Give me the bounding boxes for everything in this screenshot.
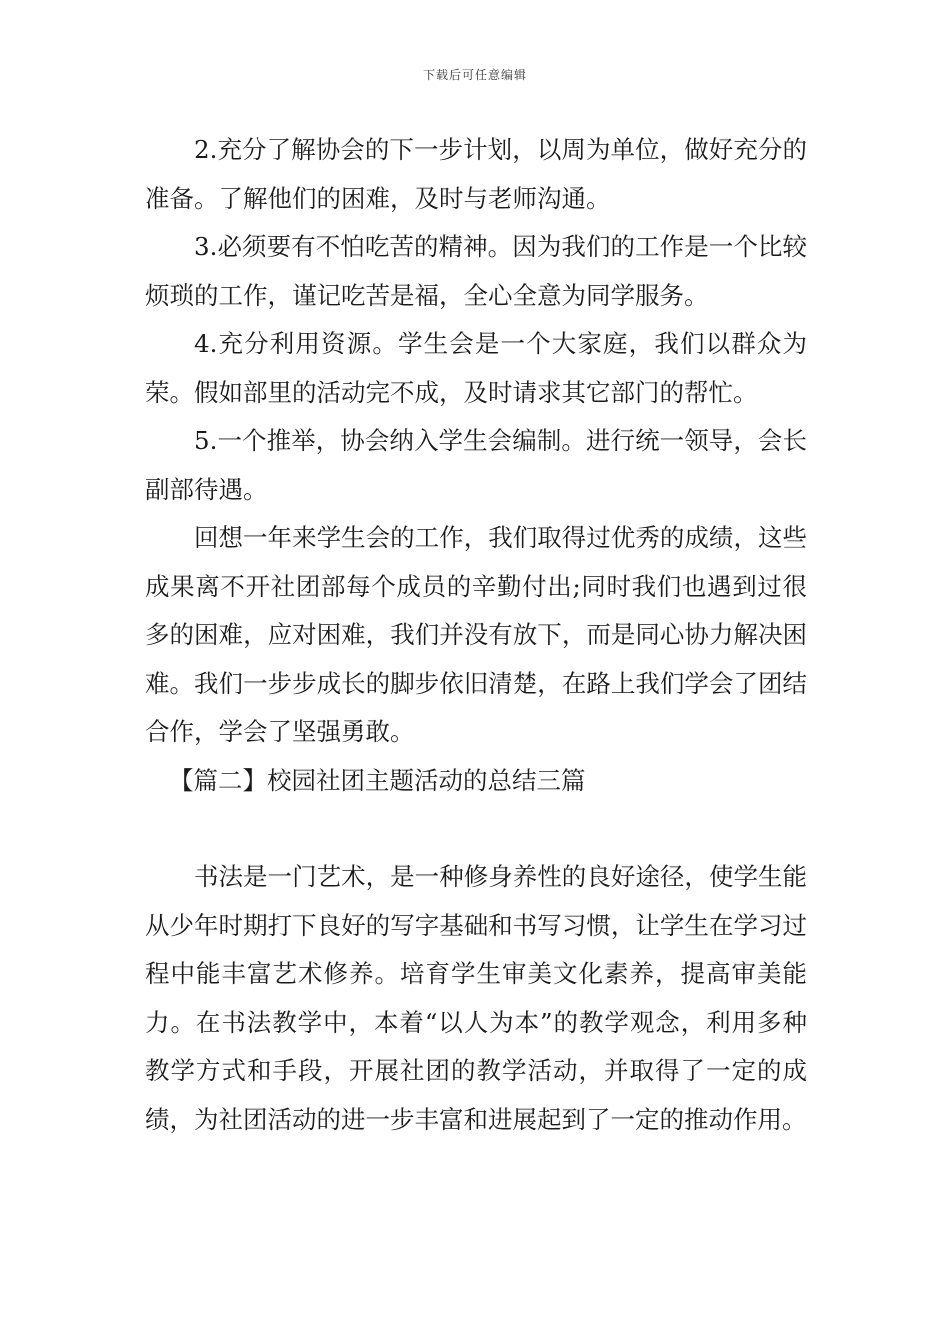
document-body bbox=[145, 126, 807, 1144]
paragraph-calligraphy: 书法是一门艺术，是一种修身养性的良好途径，使学生能从少年时期打下良好的写字基础和书写习惯，让学生在学习过程中能丰富艺术修养。培育学生审美文化素养，提高审美能力。在书法教学中，本着“以人为本”的教学观念，利用多种教学方式和手段，开展社团的教学活动，并取得了一定的成绩，为社团活动的进一步丰富和进展起到了一定的推动作用。 bbox=[145, 862, 807, 1134]
section-title: 【篇二】校园社团主题活动的总结三篇 bbox=[169, 765, 586, 795]
paragraph-item-4: 4.充分利用资源。学生会是一个大家庭，我们以群众为荣。假如部里的活动完不成，及时请求其它部门的帮忙。 bbox=[145, 329, 807, 407]
blank-line bbox=[145, 805, 807, 853]
header-note: 下载后可任意编辑 bbox=[422, 68, 527, 82]
paragraph-item-2: 2.充分了解协会的下一步计划，以周为单位，做好充分的准备。了解他们的困难，及时与老师沟通。 bbox=[145, 135, 807, 213]
paragraph-item-3: 3.必须要有不怕吃苦的精神。因为我们的工作是一个比较烦琐的工作，谨记吃苦是福，全心全意为同学服务。 bbox=[145, 232, 807, 310]
paragraph-reflection: 回想一年来学生会的工作，我们取得过优秀的成绩，这些成果离不开社团部每个成员的辛勤付出;同时我们也遇到过很多的困难，应对困难，我们并没有放下，而是同心协力解决困难。我们一步步成长的脚步依旧清楚，在路上我们学会了团结合作，学会了坚强勇敢。 bbox=[145, 523, 807, 746]
paragraph-item-5: 5.一个推举，协会纳入学生会编制。进行统一领导，会长副部待遇。 bbox=[145, 426, 807, 504]
